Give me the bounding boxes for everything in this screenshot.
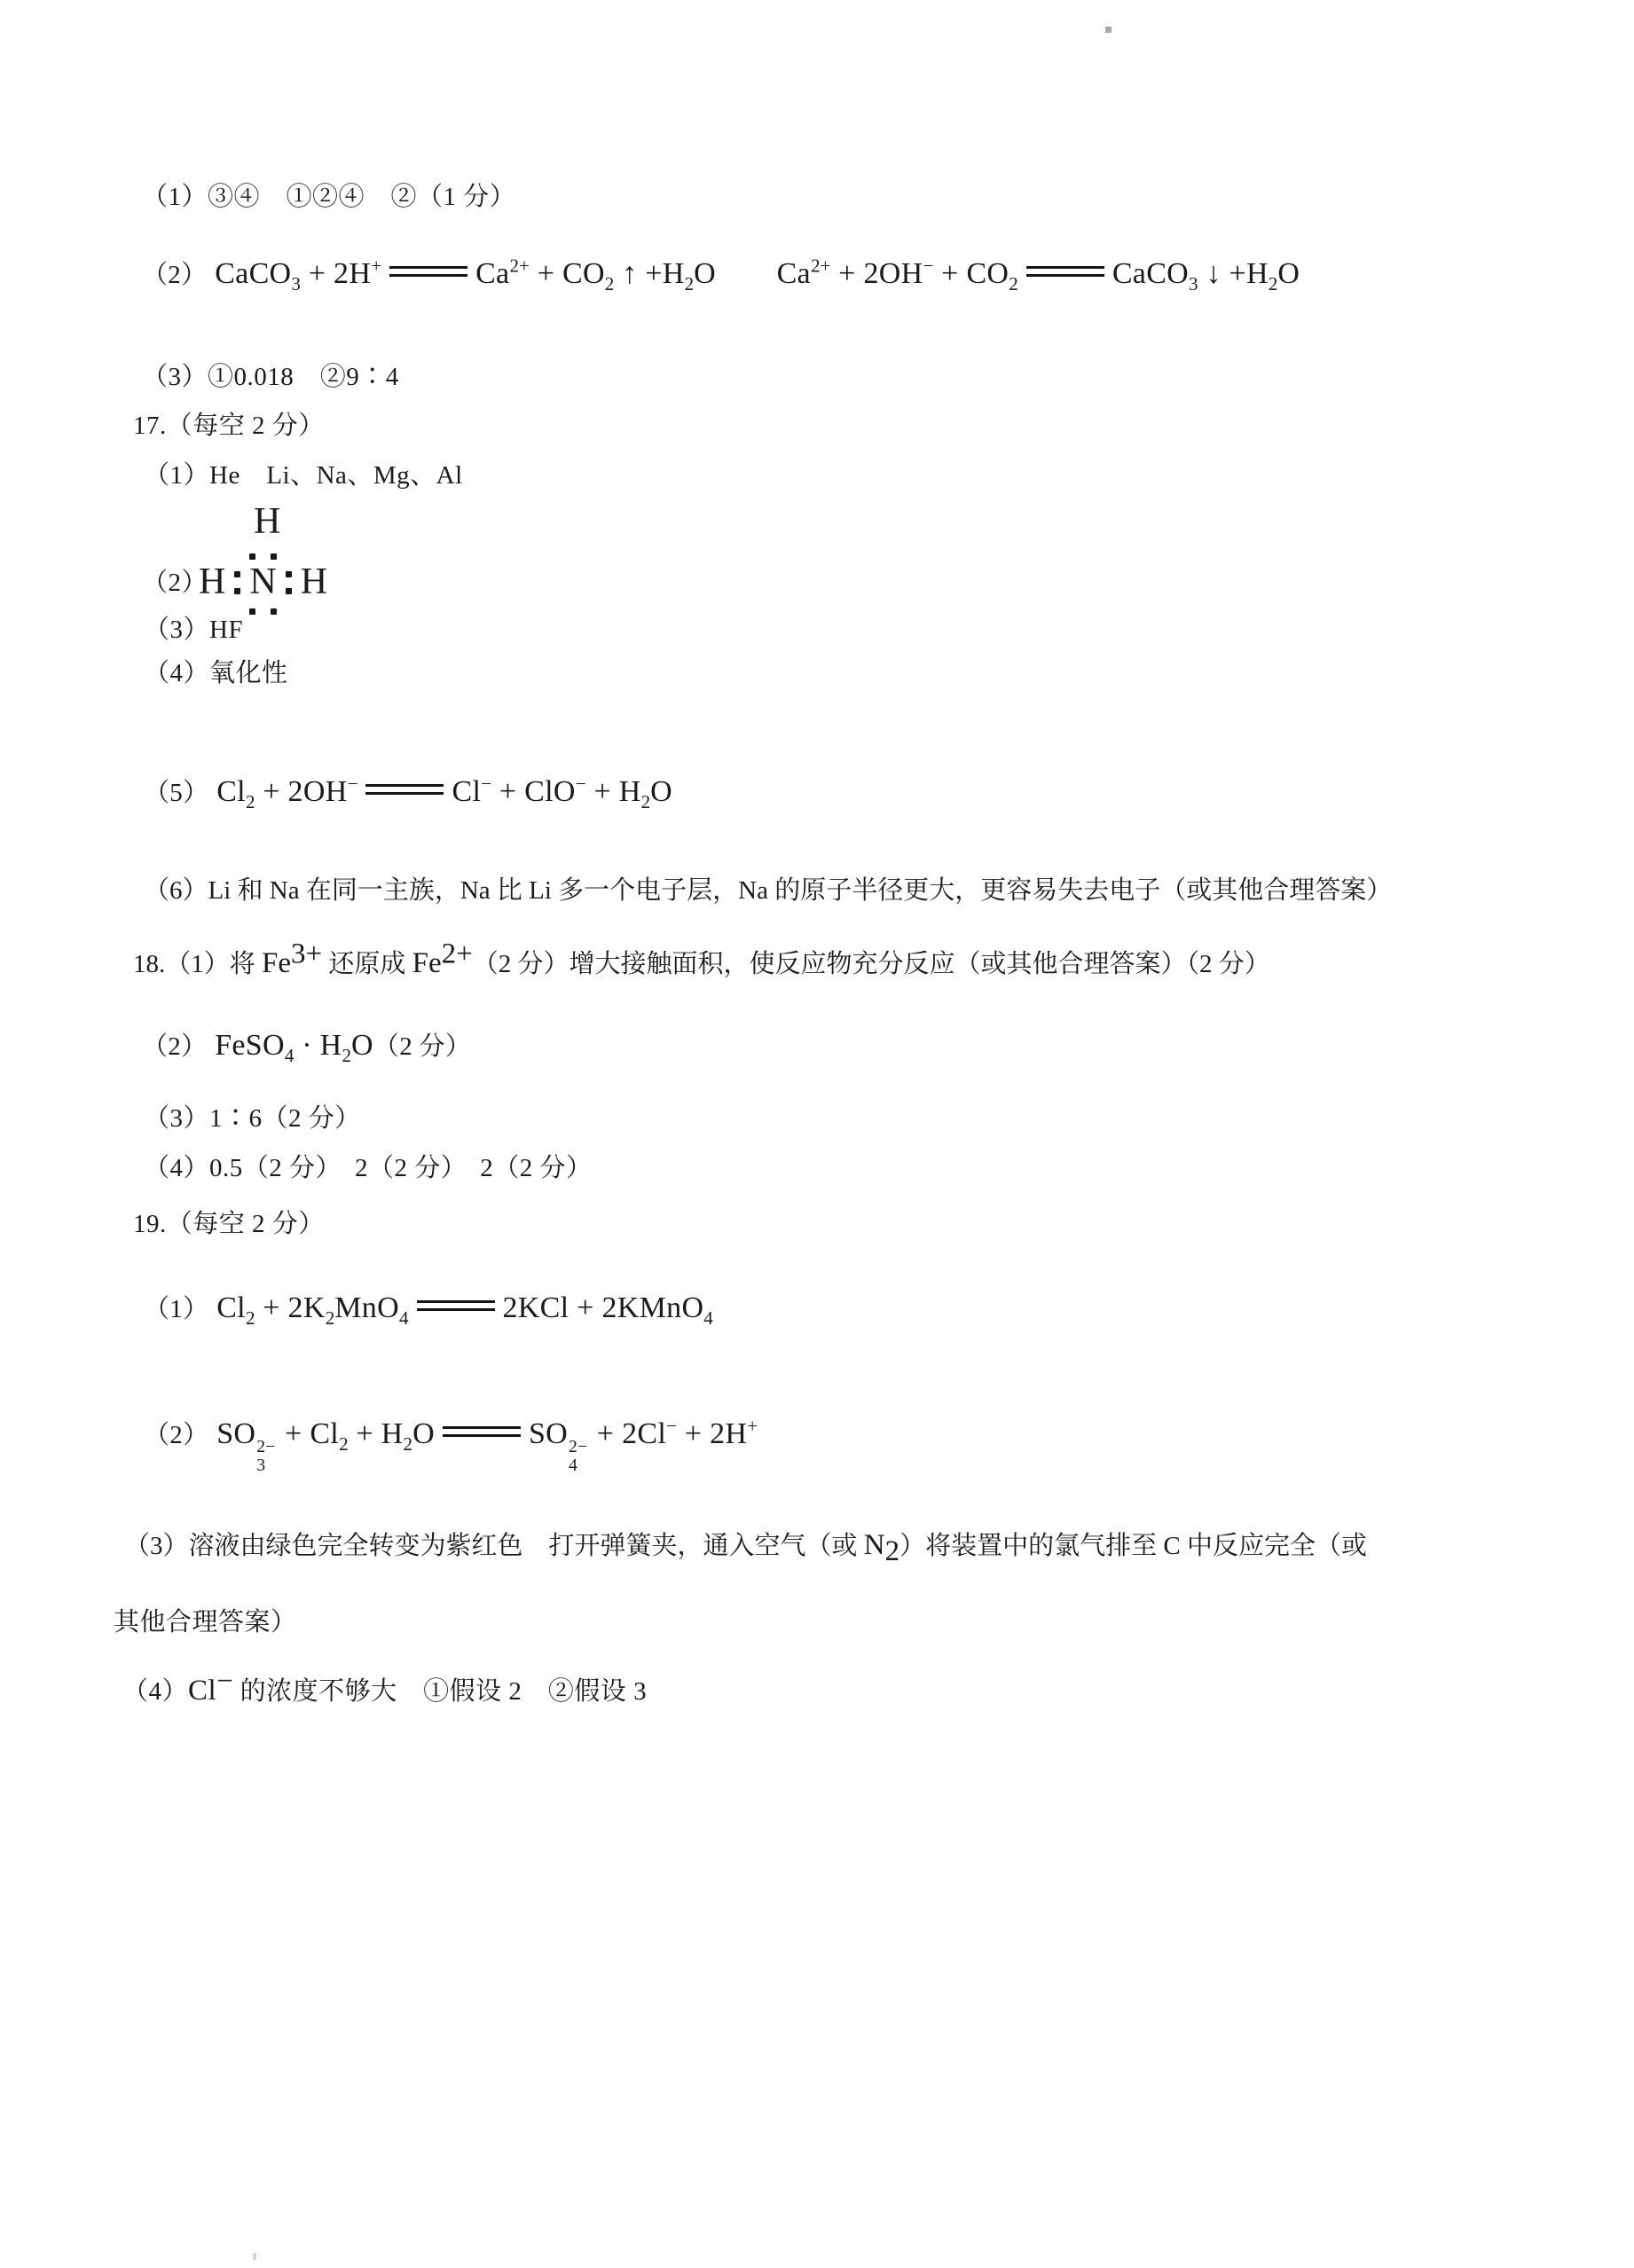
answer-16-2-equations: （2） CaCO$_3$ + 2H+ $Ca^{2+} + CO_2$ ↑ $+H_2O$ $Ca^{2+} + 2OH^- + CO_2$ CaCO$_3$ ↓ $+H_2O$: [142, 255, 1300, 294]
answer-16-3: （3）①0.018 ②9∶4: [142, 363, 399, 391]
lewis-top-hydrogen: H: [254, 501, 281, 542]
electron-pair-bottom: [249, 608, 277, 615]
scan-artifact-dot-top: [1105, 27, 1112, 33]
answer-19-3-line2: 其他合理答案）: [114, 1608, 297, 1636]
lewis-nitrogen: N: [249, 561, 277, 602]
electron-pair-left-bond: [234, 569, 240, 594]
answer-17-1: （1）He Li、Na、Mg、Al: [144, 461, 463, 490]
answer-17-6: （6）Li 和 Na 在同一主族，Na 比 Li 多一个电子层，Na 的原子半径更大，更容易失去电子（或其他合理答案）: [144, 876, 1393, 905]
answer-17-2-label: （2）: [142, 569, 208, 597]
answer-19-1-equation: （1） $Cl_2 + 2K_2MnO_4$ 2KCl + 2KMnO$_4$: [144, 1291, 713, 1329]
answer-18-1: 18.（1）将 $Fe^{3+}$ 还原成 $Fe^{2+}(2$ 分）增大接触面积，使反应物充分反应（或其他合理答案）（2 分）: [133, 938, 1270, 979]
lewis-middle-row: [199, 561, 327, 603]
answer-17-3: （3）HF: [144, 616, 244, 644]
answer-17-4: （4）氧化性: [144, 659, 288, 687]
lewis-left-hydrogen: H: [199, 561, 226, 602]
answer-16-1: （1）③④ ①②④ ②（1 分）: [142, 183, 516, 211]
answer-19-2-equation: （2） SO 2− 3 + $Cl_2 + H_2O$ SO 2− 4 + 2Cl− + 2H+: [144, 1415, 758, 1476]
question-19-header: 19.（每空 2 分）: [133, 1210, 325, 1238]
answer-18-4: （4）0.5（2 分） 2（2 分） 2（2 分）: [144, 1154, 593, 1182]
electron-pair-top: [249, 553, 277, 560]
answer-17-5-equation: （5） $Cl_2 + 2OH^-$ $Cl^- + ClO^- + H_2O$: [144, 773, 672, 812]
electron-pair-right-bond: [286, 569, 292, 594]
scan-artifact-dot-bottom: [253, 2253, 256, 2260]
answer-18-3: （3）1∶6（2 分）: [144, 1104, 361, 1133]
answer-18-2: （2） FeSO$_4$ · $H_2O(2$ 分）: [142, 1029, 472, 1066]
question-17-header: 17.（每空 2 分）: [133, 412, 325, 440]
answer-19-4: （4）Cl− 的浓度不够大 ①假设 2 ②假设 3: [122, 1665, 648, 1707]
answer-19-3-line1: （3）溶液由绿色完全转变为紫红色 打开弹簧夹，通入空气（或 $N_2$）将装置中的氯气排至 C 中反应完全（或: [124, 1529, 1367, 1567]
lewis-right-hydrogen: H: [300, 561, 328, 602]
